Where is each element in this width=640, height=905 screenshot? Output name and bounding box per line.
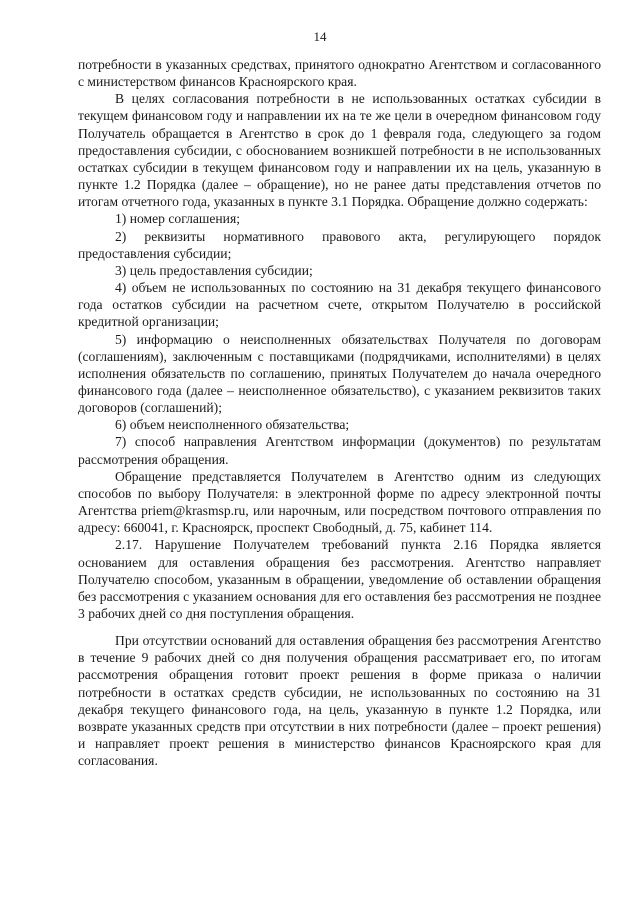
list-item-legal-act-details: 2) реквизиты нормативного правового акта, регулирующего порядок предоставления субсидии; xyxy=(78,228,601,261)
page-number: 14 xyxy=(313,29,327,44)
paragraph-review-procedure: При отсутствии оснований для оставления обращения без рассмотрения Агентство в течение 9 рабочих дней со дня получения обращения рассматривает его, по итогам рассмотрения обращения готовит проект решения в форме приказа о наличии потребности в остатках средств субсидии, не использованных по состоянию на 31 декабря текущего финансового года, на цель, указанную в пункте 1.2 Порядка, или возврате указанных средств при отсутствии в них потребности (далее – проект решения) и направляет проект решения в министерство финансов Красноярского края для согласования. xyxy=(78,633,601,769)
paragraph-continuation: потребности в указанных средствах, принятого однократно Агентством и согласованного с министерством финансов Красноярского края. xyxy=(78,57,601,90)
document-body xyxy=(78,56,601,769)
paragraph-approval-request: В целях согласования потребности в не использованных остатках субсидии в текущем финансовом году и направлении их на те же цели в очередном финансовом году Получатель обращается в Агентство в срок до 1 февраля года, следующего за годом предоставления субсидии, с обоснованием возникшей потребности в не использованных остатках субсидии в текущем финансовом году и направлении их на цель, указанную в пункте 1.2 Порядка (далее – обращение), но не ранее даты представления отчетов по итогам отчетного года, указанных в пункте 3.1 Порядка. Обращение должно содержать: xyxy=(78,91,601,210)
paragraph-submission-methods: Обращение представляется Получателем в Агентство одним из следующих способов по выбору Получателя: в электронной форме по адресу электронной почты Агентства priem@krasmsp.ru, или нарочным, или посредством почтового отправления по адресу: 660041, г. Красноярск, проспект Свободный, д. 75, кабинет 114. xyxy=(78,468,601,536)
list-item-unused-balance: 4) объем не использованных по состоянию на 31 декабря текущего финансового года остатков субсидии на расчетном счете, открытом Получателю в российской кредитной организации; xyxy=(78,280,601,330)
list-item-notification-method: 7) способ направления Агентством информации (документов) по результатам рассмотрения обращения. xyxy=(78,434,601,467)
list-item-agreement-number: 1) номер соглашения; xyxy=(115,211,240,227)
paragraph-clause-2-17: 2.17. Нарушение Получателем требований пункта 2.16 Порядка является основанием для оставления обращения без рассмотрения. Агентство направляет Получателю способом, указанным в обращении, уведомление об оставлении обращения без рассмотрения с указанием основания для его оставления без рассмотрения не позднее 3 рабочих дней со дня поступления обращения. xyxy=(78,537,601,621)
list-item-obligation-volume: 6) объем неисполненного обязательства; xyxy=(115,417,350,433)
list-item-subsidy-purpose: 3) цель предоставления субсидии; xyxy=(115,262,313,278)
list-item-unfulfilled-obligations: 5) информацию о неисполненных обязательствах Получателя по договорам (соглашениям), заключенным с поставщиками (подрядчиками, исполнителями) в целях исполнения обязательств по соглашению, принятых Получателем до начала очередного финансового года (далее – неисполненное обязательство), с указанием реквизитов таких договоров (соглашений); xyxy=(78,331,601,416)
